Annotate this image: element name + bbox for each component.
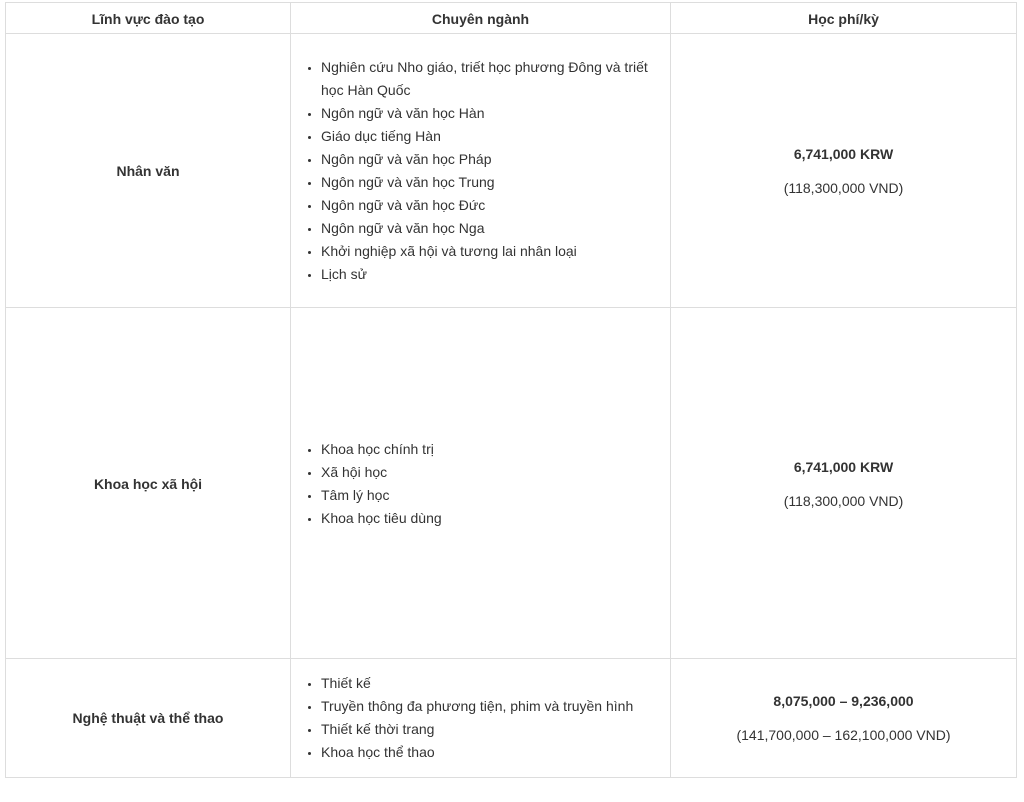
list-item: • Ngôn ngữ và văn học Nga — [321, 217, 666, 240]
fee-cell — [670, 659, 1017, 777]
list-item: • Ngôn ngữ và văn học Hàn — [321, 102, 666, 125]
header-row — [5, 2, 1017, 34]
list-item: • Ngôn ngữ và văn học Trung — [321, 171, 666, 194]
header-major: Chuyên ngành — [290, 3, 670, 34]
fee-cell — [670, 308, 1017, 659]
majors-list — [291, 438, 442, 530]
majors-list — [291, 672, 633, 764]
majors-cell — [290, 308, 670, 659]
list-item: • Nghiên cứu Nho giáo, triết học phương Đông và triết học Hàn Quốc — [321, 56, 666, 102]
list-item: • Khoa học thể thao — [321, 741, 633, 764]
table-row — [5, 658, 1017, 778]
list-item: • Thiết kế — [321, 672, 633, 695]
list-item: • Xã hội học — [321, 461, 442, 484]
list-item: • Giáo dục tiếng Hàn — [321, 125, 666, 148]
tuition-table — [5, 2, 1017, 802]
fee-krw: 6,741,000 KRW — [793, 458, 894, 475]
table-row — [5, 33, 1017, 308]
list-item: • Ngôn ngữ và văn học Pháp — [321, 148, 666, 171]
list-item: • Khoa học tiêu dùng — [321, 507, 442, 530]
list-item: • Truyền thông đa phương tiện, phim và truyền hình — [321, 695, 633, 718]
list-item: • Thiết kế thời trang — [321, 718, 633, 741]
header-field: Lĩnh vực đào tạo — [5, 3, 290, 34]
field-cell: Nghệ thuật và thể thao — [5, 659, 290, 777]
majors-cell — [290, 659, 670, 777]
list-item: • Tâm lý học — [321, 484, 442, 507]
majors-cell — [290, 34, 670, 308]
fee-krw: 8,075,000 – 9,236,000 — [773, 693, 914, 709]
majors-list — [291, 56, 666, 286]
field-cell: Nhân văn — [5, 34, 290, 308]
list-item: • Khoa học chính trị — [321, 438, 442, 461]
fee-cell — [670, 34, 1017, 308]
header-fee: Học phí/kỳ — [670, 3, 1017, 34]
fee-vnd: (118,300,000 VND) — [783, 492, 904, 509]
fee-vnd: (141,700,000 – 162,100,000 VND) — [736, 727, 951, 743]
list-item: • Khởi nghiệp xã hội và tương lai nhân loại — [321, 240, 666, 263]
table-row — [5, 307, 1017, 659]
list-item: • Lịch sử — [321, 263, 666, 286]
list-item: • Ngôn ngữ và văn học Đức — [321, 194, 666, 217]
fee-krw: 6,741,000 KRW — [793, 146, 894, 162]
fee-vnd: (118,300,000 VND) — [783, 180, 904, 196]
field-cell: Khoa học xã hội — [5, 308, 290, 659]
